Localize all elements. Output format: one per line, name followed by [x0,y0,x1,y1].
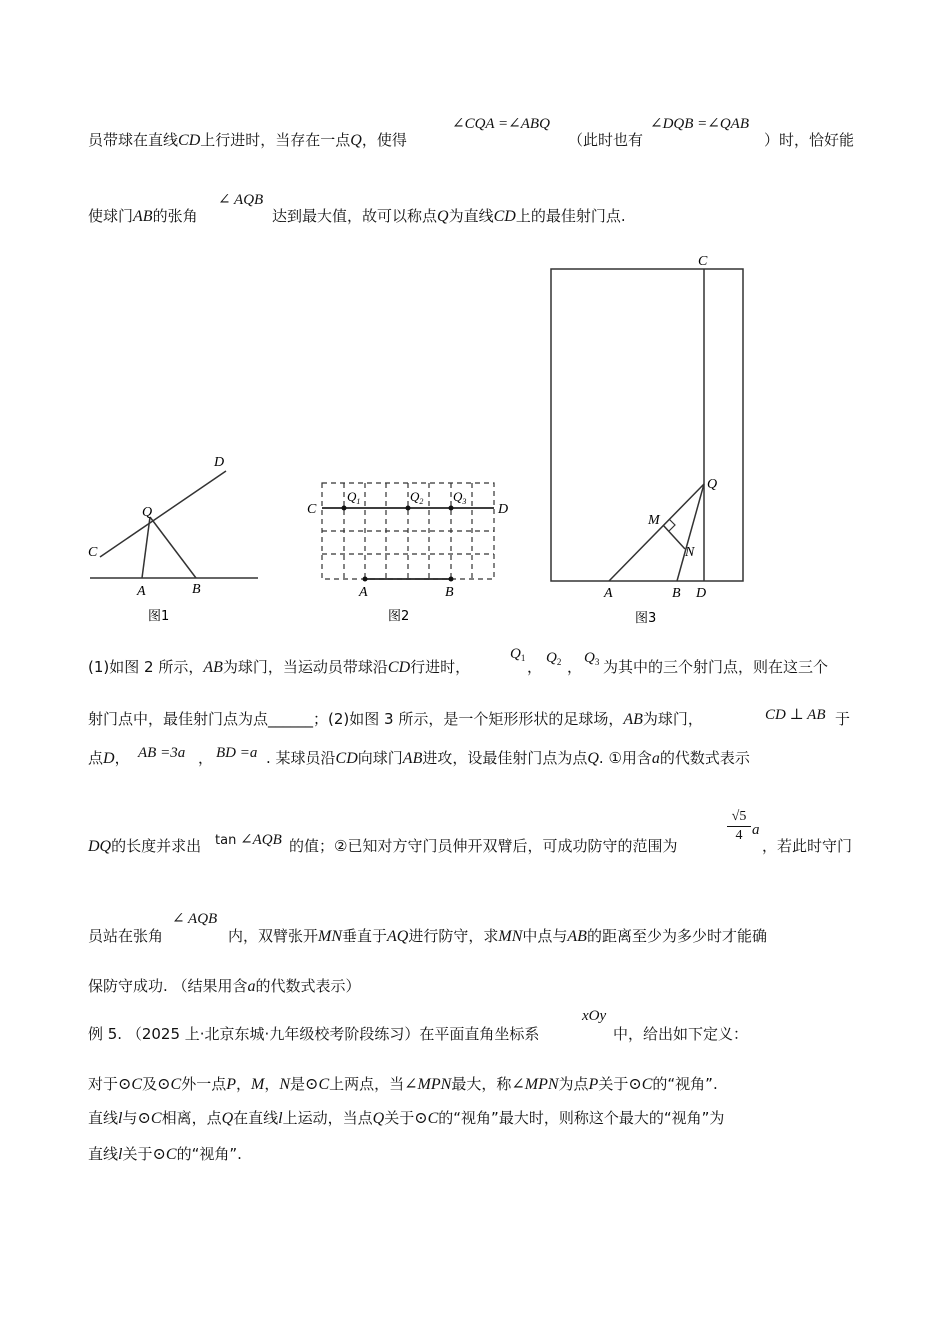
figure-1 [80,445,270,630]
angle-aqb-2: ∠ AQB [172,911,218,927]
figure-2 [300,475,525,630]
definition-line-1-end: ）时，恰好能 [764,131,855,149]
question-line-1-end: 为其中的三个射门点，则在这三个 [603,658,829,676]
fig2-label-b: B [445,585,454,600]
angle-condition-1: ∠CQA =∠ABQ [452,116,550,132]
fig3-label-q: Q [707,477,718,492]
fraction-sqrt5-over-4: √5 4 [727,808,751,845]
angle-condition-2: ∠DQB =∠QAB [650,116,749,132]
fraction-variable-a: a [752,822,760,838]
fig3-caption: 图3 [635,611,657,626]
coordinate-system-xoy: xOy [582,1008,607,1024]
example-5-line-1-end: 中，给出如下定义： [613,1025,749,1043]
fig3-label-m: M [648,513,660,528]
question-line-1: (1)如图 2 所示，AB为球门，当运动员带球沿CD行进时， [88,658,471,676]
question-line-3: 点D， [88,749,130,767]
definition-line-2-end: 达到最大值，故可以称点Q为直线CD上的最佳射门点. [272,207,626,225]
fig1-label-q: Q [142,505,153,520]
example-5-line-3: 直线l与⊙C相离，点Q在直线l上运动，当点Q关于⊙C的“视角”最大时，则称这个最大的“视角”为 [88,1109,725,1127]
definition-line-2: 使球门AB的张角 [88,207,198,225]
fig1-segment-qb [150,517,196,578]
figure-3 [540,250,755,630]
fig1-label-b: B [192,582,201,597]
fig1-caption: 图1 [148,609,170,624]
question-line-2: 射门点中，最佳射门点为点______；(2)如图 3 所示，是一个矩形形状的足球场，AB为球门， [88,710,703,728]
question-line-6: 保防守成功. （结果用含a的代数式表示） [88,977,361,995]
point-q1: $Q_1$ [510,646,526,663]
comma-1: ， [527,658,543,676]
fig2-label-d: D [498,502,509,517]
perp-condition: CD ⊥ AB [765,707,826,723]
point-q3: $Q_3$ [584,650,600,667]
question-line-4-mid: 的值；②已知对方守门员伸开双臂后，可成功防守的范围为 [289,837,678,855]
example-5-line-4: 直线l关于⊙C的“视角”. [88,1145,242,1163]
fig3-label-n: N [685,545,695,560]
fig2-label-q2: $Q_2$ [410,489,424,506]
fig2-point-q1 [342,506,347,511]
fig3-label-a: A [604,586,613,601]
fig2-label-c: C [307,502,317,517]
question-line-3-end: . 某球员沿CD向球门AB进攻，设最佳射门点为点Q. ①用含a的代数式表示 [266,749,750,767]
fig3-segment-mn [663,525,685,549]
question-line-5: 员站在张角 [88,927,164,945]
fig1-label-a: A [137,584,146,599]
definition-line-1-mid: （此时也有 [568,131,644,149]
bd-equals-a: BD =a [216,745,258,761]
fig2-point-q2 [406,506,411,511]
fig2-label-q3: $Q_3$ [453,489,467,506]
fig1-line-cd [100,471,226,557]
definition-line-1: 员带球在直线CD上行进时，当存在一点Q，使得 [88,131,407,149]
fig3-right-angle-mark [669,519,675,531]
fig3-label-b: B [672,586,681,601]
fig2-point-a [363,577,368,582]
fig1-label-c: C [88,545,98,560]
fig3-label-d: D [696,586,707,601]
comma-2: ， [567,658,583,676]
ab-equals-3a: AB =3a [138,745,186,761]
example-5-line-2: 对于⊙C及⊙C外一点P，M，N是⊙C上两点，当∠MPN最大，称∠MPN为点P关于⊙C的“视角”. [88,1075,718,1093]
fig1-label-d: D [214,455,225,470]
fig3-label-c: C [698,254,708,269]
comma-3: ， [198,749,214,767]
tan-angle-aqb: tan ∠AQB [215,832,282,848]
question-line-5-end: 内，双臂张开MN垂直于AQ进行防守，求MN中点与AB的距离至少为多少时才能确 [228,927,767,945]
fig2-label-a: A [359,585,368,600]
fig2-caption: 图2 [388,609,410,624]
fig2-point-b [449,577,454,582]
fig2-point-q3 [449,506,454,511]
point-q2: $Q_2$ [546,650,562,667]
question-line-2-end: 于 [835,710,851,728]
angle-aqb: ∠ AQB [218,192,264,208]
question-line-4: DQ的长度并求出 [88,837,202,855]
fig3-field-rect [551,269,743,581]
fig2-label-q1: $Q_1$ [347,489,361,506]
example-5-line-1: 例 5. （2025 上·北京东城·九年级校考阶段练习）在平面直角坐标系 [88,1025,540,1043]
question-line-4-end: ，若此时守门 [762,837,853,855]
